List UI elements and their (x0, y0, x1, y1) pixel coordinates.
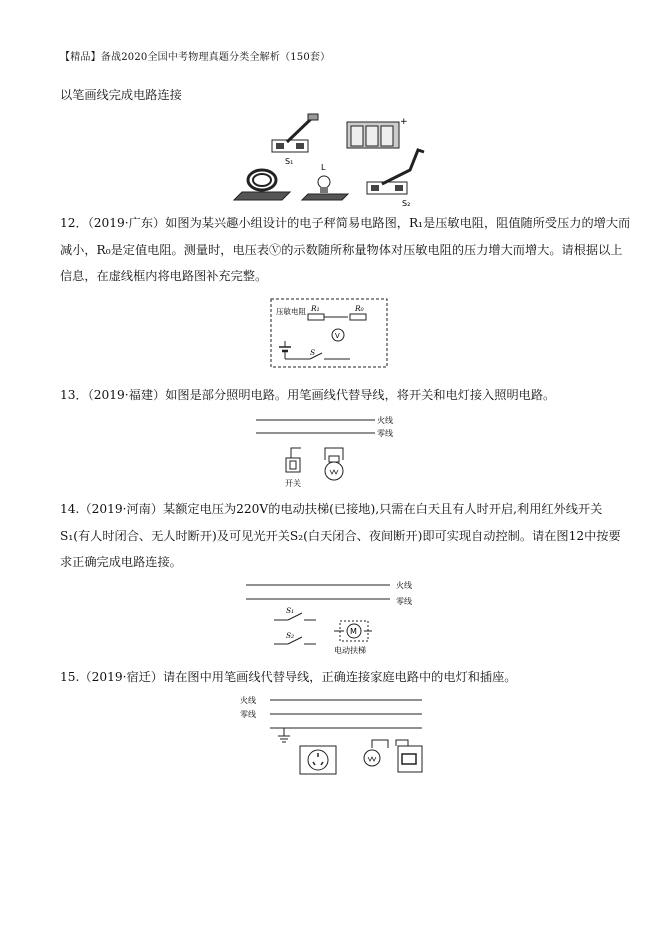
s1-label: S₁ (285, 157, 294, 166)
wall-switch (396, 740, 422, 772)
r1-label: R₁ (311, 304, 320, 313)
s2-label: S₂ (286, 631, 295, 640)
question-15-text: 15.（2019·宿迁）请在图中用笔画线代替导线，正确连接家庭电路中的电灯和插座。 (60, 670, 517, 684)
r1-resistor (308, 314, 324, 320)
neutral-wire-label: 零线 (240, 710, 256, 719)
switch-label: 开关 (285, 479, 301, 488)
lamp-diagram (302, 163, 348, 200)
figure-q15-circuit (238, 690, 426, 776)
svg-text:+: + (400, 117, 408, 127)
page-header: 【精品】备战2020全国中考物理真题分类全解析（150套） (60, 52, 331, 63)
battery-diagram (347, 117, 408, 148)
live-wire-label: 火线 (240, 696, 256, 705)
question-14-text: 14.（2019·河南）某额定电压为220V的电动扶梯(已接地),只需在白天且有人时开启,利用红外线开关S₁(有人时闭合、无人时断开)及可见光开关S₂(白天闭合、夜间断开)即可实现自动控制。请在图12中按要求正确完成电路连接。 (60, 502, 621, 569)
switch-s-label: S (310, 348, 316, 357)
lamp-label: L (321, 163, 326, 172)
figure-q14-circuit (238, 577, 428, 657)
light-bulb (364, 740, 388, 766)
neutral-wire-label: 零线 (377, 429, 393, 438)
voltmeter-label: V (335, 332, 340, 340)
light-bulb (325, 462, 343, 480)
r0-label: R₀ (355, 304, 364, 313)
ground-symbol (278, 728, 290, 742)
motor-label: M (350, 627, 357, 636)
s2-label: S₂ (402, 199, 411, 208)
live-wire-label: 火线 (377, 416, 393, 425)
figure-q13-circuit (253, 410, 403, 492)
s1-label: S₁ (286, 606, 295, 615)
question-12-text: 12．（2019·广东）如图为某兴趣小组设计的电子秤简易电路图，R₁是压敏电阻，阻值随所受压力的增大而减小，R₀是定值电阻。测量时，电压表Ⓥ的示数随所称量物体对压敏电阻的压力增大而增大。请根据以上信息，在虚线框内将电路图补充完整。 (60, 216, 631, 283)
live-wire-label: 火线 (396, 581, 412, 590)
figure-q12-circuit (270, 297, 390, 369)
coil-diagram (234, 170, 290, 200)
switch-s2-diagram (367, 150, 424, 208)
question-13-text: 13．（2019·福建）如图是部分照明电路。用笔画线代替导线，将开关和电灯接入照明电路。 (60, 388, 556, 402)
neutral-wire-label: 零线 (396, 597, 412, 606)
figure-components (232, 112, 432, 212)
pressure-resistor-label: 压敏电阻 (276, 307, 306, 316)
switch-s1-diagram (272, 114, 318, 166)
intro-text: 以笔画线完成电路连接 (60, 88, 182, 102)
r0-resistor (350, 314, 366, 320)
three-pin-socket (300, 746, 336, 774)
escalator-caption: 电动扶梯 (334, 646, 366, 655)
